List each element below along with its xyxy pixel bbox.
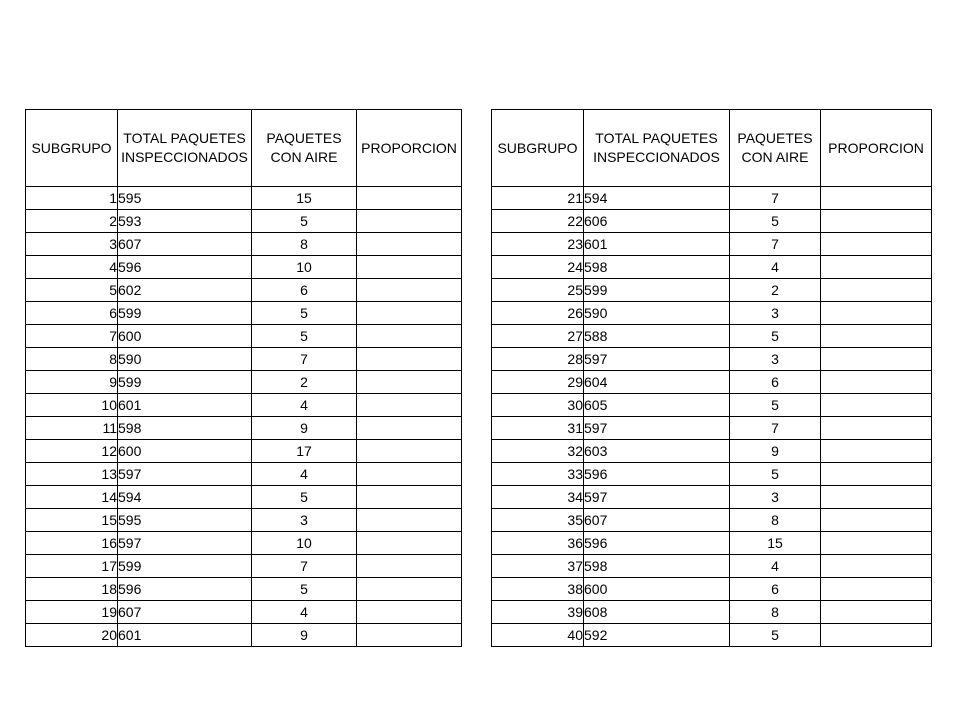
table-row xyxy=(26,210,462,233)
table-row xyxy=(492,210,932,233)
cell-subgrupo: 22 xyxy=(492,210,584,233)
cell-proporcion xyxy=(357,302,462,325)
cell-subgrupo: 19 xyxy=(26,601,118,624)
cell-total: 596 xyxy=(118,578,252,601)
cell-total: 597 xyxy=(118,463,252,486)
table-row xyxy=(26,233,462,256)
cell-proporcion xyxy=(357,532,462,555)
cell-total: 608 xyxy=(584,601,730,624)
cell-total: 598 xyxy=(118,417,252,440)
cell-aire: 9 xyxy=(252,417,357,440)
cell-aire: 4 xyxy=(252,394,357,417)
cell-total: 590 xyxy=(584,302,730,325)
cell-proporcion xyxy=(821,394,932,417)
cell-total: 599 xyxy=(118,371,252,394)
table-row xyxy=(492,601,932,624)
header-paquetes-con-aire: PAQUETES CON AIRE xyxy=(252,110,357,187)
cell-aire: 7 xyxy=(252,348,357,371)
cell-total: 598 xyxy=(584,555,730,578)
cell-proporcion xyxy=(821,486,932,509)
cell-total: 597 xyxy=(584,348,730,371)
cell-total: 605 xyxy=(584,394,730,417)
cell-subgrupo: 31 xyxy=(492,417,584,440)
cell-total: 596 xyxy=(584,463,730,486)
table-row xyxy=(26,601,462,624)
cell-subgrupo: 38 xyxy=(492,578,584,601)
table-row xyxy=(492,233,932,256)
cell-aire: 5 xyxy=(730,463,821,486)
cell-total: 602 xyxy=(118,279,252,302)
cell-proporcion xyxy=(821,509,932,532)
cell-proporcion xyxy=(357,417,462,440)
table-row xyxy=(26,371,462,394)
cell-total: 606 xyxy=(584,210,730,233)
cell-total: 607 xyxy=(118,601,252,624)
cell-total: 596 xyxy=(118,256,252,279)
table-row xyxy=(26,440,462,463)
cell-proporcion xyxy=(821,555,932,578)
table-row xyxy=(26,302,462,325)
cell-proporcion xyxy=(821,302,932,325)
cell-total: 607 xyxy=(118,233,252,256)
table-row xyxy=(492,279,932,302)
table-row xyxy=(26,532,462,555)
table-row xyxy=(26,578,462,601)
cell-subgrupo: 4 xyxy=(26,256,118,279)
cell-subgrupo: 20 xyxy=(26,624,118,647)
cell-aire: 9 xyxy=(730,440,821,463)
cell-aire: 10 xyxy=(252,256,357,279)
cell-proporcion xyxy=(821,371,932,394)
cell-aire: 3 xyxy=(252,509,357,532)
cell-total: 600 xyxy=(118,440,252,463)
cell-proporcion xyxy=(821,210,932,233)
table-row xyxy=(492,532,932,555)
cell-aire: 7 xyxy=(730,187,821,210)
table-row xyxy=(26,394,462,417)
cell-total: 595 xyxy=(118,187,252,210)
cell-aire: 5 xyxy=(252,210,357,233)
cell-proporcion xyxy=(357,486,462,509)
cell-total: 588 xyxy=(584,325,730,348)
cell-aire: 4 xyxy=(730,555,821,578)
cell-proporcion xyxy=(357,325,462,348)
header-total-paquetes: TOTAL PAQUETES INSPECCIONADOS xyxy=(118,110,252,187)
cell-total: 597 xyxy=(118,532,252,555)
cell-total: 597 xyxy=(584,486,730,509)
cell-subgrupo: 11 xyxy=(26,417,118,440)
table-row xyxy=(26,187,462,210)
cell-subgrupo: 32 xyxy=(492,440,584,463)
table-row xyxy=(492,555,932,578)
cell-total: 601 xyxy=(584,233,730,256)
header-subgrupo: SUBGRUPO xyxy=(26,110,118,187)
cell-aire: 5 xyxy=(252,325,357,348)
cell-proporcion xyxy=(821,532,932,555)
cell-total: 599 xyxy=(118,302,252,325)
cell-subgrupo: 34 xyxy=(492,486,584,509)
cell-aire: 5 xyxy=(730,210,821,233)
table-row xyxy=(492,187,932,210)
cell-subgrupo: 35 xyxy=(492,509,584,532)
cell-total: 598 xyxy=(584,256,730,279)
table-row xyxy=(492,394,932,417)
cell-proporcion xyxy=(357,463,462,486)
table-row xyxy=(26,486,462,509)
cell-subgrupo: 28 xyxy=(492,348,584,371)
cell-aire: 8 xyxy=(730,601,821,624)
cell-total: 594 xyxy=(118,486,252,509)
header-row xyxy=(26,110,462,187)
cell-aire: 2 xyxy=(730,279,821,302)
cell-subgrupo: 17 xyxy=(26,555,118,578)
cell-subgrupo: 36 xyxy=(492,532,584,555)
cell-total: 601 xyxy=(118,624,252,647)
header-total-paquetes: TOTAL PAQUETES INSPECCIONADOS xyxy=(584,110,730,187)
header-subgrupo: SUBGRUPO xyxy=(492,110,584,187)
cell-total: 601 xyxy=(118,394,252,417)
table-row xyxy=(492,509,932,532)
cell-proporcion xyxy=(357,394,462,417)
cell-proporcion xyxy=(821,233,932,256)
cell-subgrupo: 3 xyxy=(26,233,118,256)
cell-subgrupo: 12 xyxy=(26,440,118,463)
cell-total: 597 xyxy=(584,417,730,440)
cell-aire: 7 xyxy=(252,555,357,578)
cell-proporcion xyxy=(357,371,462,394)
cell-subgrupo: 23 xyxy=(492,233,584,256)
cell-subgrupo: 26 xyxy=(492,302,584,325)
cell-proporcion xyxy=(821,601,932,624)
table-row xyxy=(26,325,462,348)
table-row xyxy=(26,256,462,279)
cell-aire: 17 xyxy=(252,440,357,463)
cell-total: 603 xyxy=(584,440,730,463)
cell-aire: 15 xyxy=(252,187,357,210)
table-row xyxy=(26,463,462,486)
table-subgroups-21-40 xyxy=(491,109,932,647)
cell-total: 599 xyxy=(118,555,252,578)
cell-total: 607 xyxy=(584,509,730,532)
cell-aire: 3 xyxy=(730,348,821,371)
cell-subgrupo: 14 xyxy=(26,486,118,509)
cell-proporcion xyxy=(357,555,462,578)
table-subgroups-1-20 xyxy=(25,109,462,647)
header-paquetes-con-aire: PAQUETES CON AIRE xyxy=(730,110,821,187)
table-row xyxy=(492,578,932,601)
cell-total: 590 xyxy=(118,348,252,371)
cell-total: 592 xyxy=(584,624,730,647)
table-row xyxy=(492,486,932,509)
table-row xyxy=(492,348,932,371)
cell-proporcion xyxy=(357,279,462,302)
cell-subgrupo: 29 xyxy=(492,371,584,394)
cell-aire: 5 xyxy=(252,486,357,509)
cell-subgrupo: 8 xyxy=(26,348,118,371)
cell-subgrupo: 15 xyxy=(26,509,118,532)
header-proporcion: PROPORCION xyxy=(357,110,462,187)
cell-aire: 3 xyxy=(730,302,821,325)
cell-subgrupo: 6 xyxy=(26,302,118,325)
cell-total: 596 xyxy=(584,532,730,555)
cell-subgrupo: 5 xyxy=(26,279,118,302)
cell-proporcion xyxy=(821,279,932,302)
cell-total: 594 xyxy=(584,187,730,210)
cell-subgrupo: 18 xyxy=(26,578,118,601)
table-row xyxy=(492,624,932,647)
cell-subgrupo: 2 xyxy=(26,210,118,233)
cell-subgrupo: 7 xyxy=(26,325,118,348)
cell-aire: 4 xyxy=(252,463,357,486)
cell-subgrupo: 21 xyxy=(492,187,584,210)
cell-proporcion xyxy=(357,509,462,532)
cell-aire: 5 xyxy=(730,394,821,417)
cell-total: 600 xyxy=(584,578,730,601)
cell-aire: 15 xyxy=(730,532,821,555)
table-row xyxy=(26,348,462,371)
cell-aire: 5 xyxy=(730,624,821,647)
cell-subgrupo: 9 xyxy=(26,371,118,394)
cell-aire: 3 xyxy=(730,486,821,509)
cell-proporcion xyxy=(357,348,462,371)
table-row xyxy=(26,509,462,532)
header-proporcion: PROPORCION xyxy=(821,110,932,187)
cell-aire: 6 xyxy=(730,371,821,394)
cell-aire: 10 xyxy=(252,532,357,555)
cell-subgrupo: 25 xyxy=(492,279,584,302)
cell-subgrupo: 13 xyxy=(26,463,118,486)
cell-total: 593 xyxy=(118,210,252,233)
cell-proporcion xyxy=(821,440,932,463)
cell-proporcion xyxy=(357,601,462,624)
cell-proporcion xyxy=(821,256,932,279)
cell-aire: 8 xyxy=(730,509,821,532)
table-row xyxy=(492,371,932,394)
cell-proporcion xyxy=(821,348,932,371)
cell-subgrupo: 37 xyxy=(492,555,584,578)
table-row xyxy=(26,417,462,440)
table-row xyxy=(492,325,932,348)
cell-proporcion xyxy=(821,417,932,440)
cell-subgrupo: 30 xyxy=(492,394,584,417)
table-row xyxy=(492,417,932,440)
cell-total: 595 xyxy=(118,509,252,532)
cell-proporcion xyxy=(821,578,932,601)
cell-proporcion xyxy=(357,187,462,210)
cell-total: 600 xyxy=(118,325,252,348)
table-row xyxy=(492,463,932,486)
cell-aire: 5 xyxy=(730,325,821,348)
cell-subgrupo: 10 xyxy=(26,394,118,417)
cell-total: 599 xyxy=(584,279,730,302)
cell-proporcion xyxy=(821,463,932,486)
cell-subgrupo: 33 xyxy=(492,463,584,486)
cell-aire: 7 xyxy=(730,233,821,256)
cell-aire: 2 xyxy=(252,371,357,394)
cell-aire: 8 xyxy=(252,233,357,256)
cell-subgrupo: 40 xyxy=(492,624,584,647)
cell-aire: 5 xyxy=(252,578,357,601)
cell-proporcion xyxy=(357,233,462,256)
table-row xyxy=(26,279,462,302)
cell-aire: 5 xyxy=(252,302,357,325)
cell-proporcion xyxy=(821,624,932,647)
cell-aire: 4 xyxy=(730,256,821,279)
cell-proporcion xyxy=(357,624,462,647)
cell-proporcion xyxy=(357,210,462,233)
cell-aire: 9 xyxy=(252,624,357,647)
cell-aire: 7 xyxy=(730,417,821,440)
table-row xyxy=(492,256,932,279)
table-row xyxy=(492,302,932,325)
cell-subgrupo: 24 xyxy=(492,256,584,279)
header-row xyxy=(492,110,932,187)
cell-subgrupo: 16 xyxy=(26,532,118,555)
table-row xyxy=(492,440,932,463)
cell-subgrupo: 39 xyxy=(492,601,584,624)
cell-aire: 6 xyxy=(730,578,821,601)
cell-proporcion xyxy=(821,325,932,348)
cell-proporcion xyxy=(357,578,462,601)
cell-proporcion xyxy=(821,187,932,210)
cell-proporcion xyxy=(357,440,462,463)
cell-proporcion xyxy=(357,256,462,279)
table-row xyxy=(26,555,462,578)
table-row xyxy=(26,624,462,647)
cell-aire: 6 xyxy=(252,279,357,302)
cell-aire: 4 xyxy=(252,601,357,624)
cell-subgrupo: 27 xyxy=(492,325,584,348)
cell-subgrupo: 1 xyxy=(26,187,118,210)
cell-total: 604 xyxy=(584,371,730,394)
